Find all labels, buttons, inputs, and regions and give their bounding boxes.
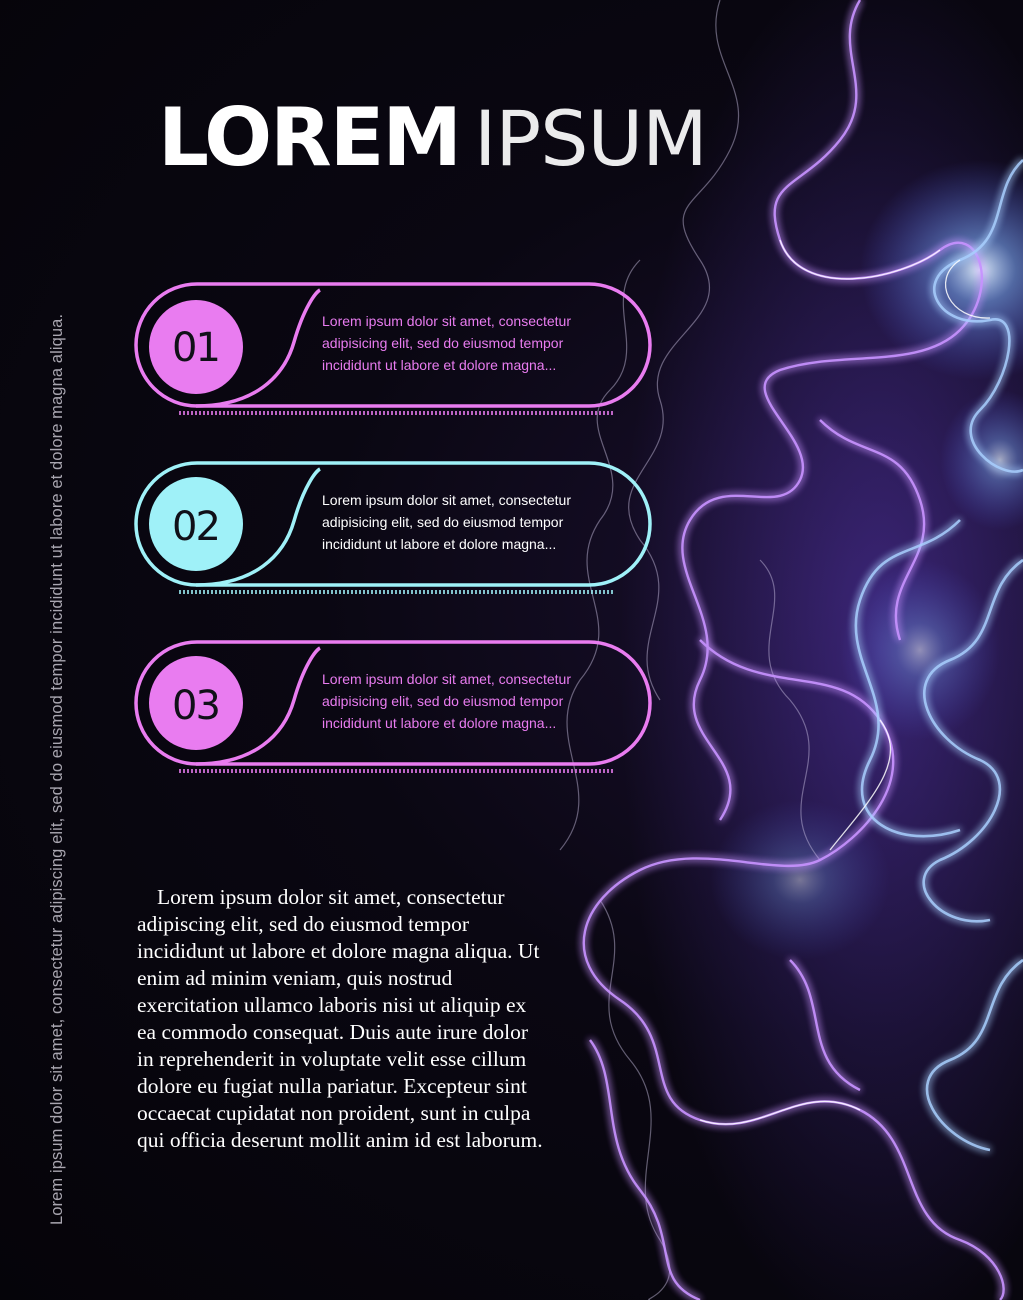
body-paragraph: Lorem ipsum dolor sit amet, consectetur adipiscing elit, sed do eiusmod tempor incididunt ut labore et dolore magna aliqua. Ut enim ad minim veniam, quis nostrud exercitation ullamco laboris nisi ut aliquip ex ea commodo consequat. Duis aute irure dolor in reprehenderit in voluptate velit esse cillum dolore eu fugiat nulla pariatur. Excepteur sint occaecat cupidatat non proident, sunt in culpa qui officia deserunt mollit anim id est laborum. (137, 885, 543, 1152)
item-description: Lorem ipsum dolor sit amet, consectetur adipisicing elit, sed do eiusmod tempor incididunt ut labore et dolore magna... (322, 313, 571, 373)
item-description: Lorem ipsum dolor sit amet, consectetur adipisicing elit, sed do eiusmod tempor incididunt ut labore et dolore magna... (322, 492, 571, 552)
list-item-03 (134, 640, 652, 772)
side-caption: Lorem ipsum dolor sit amet, consectetur adipiscing elit, sed do eiusmod tempor incididunt ut labore et dolore magna aliqua. (48, 313, 66, 1225)
item-description: Lorem ipsum dolor sit amet, consectetur adipisicing elit, sed do eiusmod tempor incididunt ut labore et dolore magna... (322, 671, 571, 731)
page-title (158, 92, 707, 185)
title-bold: LOREM (158, 91, 460, 184)
title-light: IPSUM (474, 94, 707, 183)
list-item-01 (134, 282, 652, 414)
list-item-02 (134, 461, 652, 593)
item-number-badge: 03 (172, 682, 219, 729)
item-number-badge: 02 (172, 503, 219, 550)
item-number-badge: 01 (172, 324, 219, 371)
